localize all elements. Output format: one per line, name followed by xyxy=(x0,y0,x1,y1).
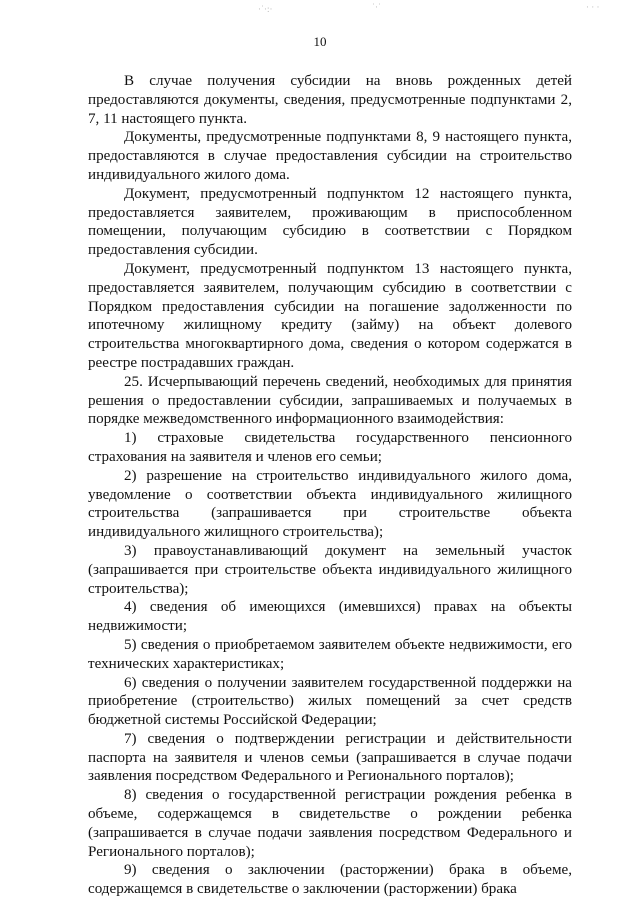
list-item: 7) сведения о подтверждении регистрации и действительности паспорта на заявителя и членов семьи (запрашивается в случае подачи заявления посредством Федерального и Регионального порталов); xyxy=(88,730,572,785)
list-item: 6) сведения о получении заявителем государственной поддержки на приобретение (строительство) жилых помещений за счет средств бюджетной системы Российской Федерации; xyxy=(88,674,572,729)
list-item: 1) страховые свидетельства государственного пенсионного страхования на заявителя и членов его семьи; xyxy=(88,430,572,465)
page-number: 10 xyxy=(313,34,327,49)
scan-artifact: ·˙·:· xyxy=(258,4,273,14)
scan-artifact: ˙·˙ xyxy=(372,2,381,12)
list-item: 9) сведения о заключении (расторжении) брака в объеме, содержащемся в свидетельстве о заключении (расторжении) брака xyxy=(88,862,572,898)
list-item: 8) сведения о государственной регистрации рождения ребенка в объеме, содержащемся в свидетельстве о рождении ребенка (запрашивается в случае подачи заявления посредством Федерального и Регионального порталов); xyxy=(88,787,572,860)
list-item: 4) сведения об имеющихся (имевшихся) правах на объекты недвижимости; xyxy=(88,599,572,635)
paragraph: Документ, предусмотренный подпунктом 12 настоящего пункта, предоставляется заявителем, проживающим в приспособленном помещении, получающим субсидию в соответствии с Порядком предоставления субсидии. xyxy=(88,185,572,259)
document-body xyxy=(88,72,572,899)
paragraph: 25. Исчерпывающий перечень сведений, необходимых для принятия решения о предоставлении субсидии, запрашиваемых и получаемых в порядке межведомственного информационного взаимодействия: xyxy=(88,373,572,428)
paragraph: Документы, предусмотренные подпунктами 8, 9 настоящего пункта, предоставляются в случае предоставления субсидии на строительство индивидуального жилого дома. xyxy=(88,129,572,183)
paragraph: Документ, предусмотренный подпунктом 13 настоящего пункта, предоставляется заявителем, получающим субсидию в соответствии с Порядком предоставления субсидии на погашение задолженности по ипотечному жилищному кредиту (займу) на объект долевого строительства многоквартирного дома, сведения о котором содержатся в реестре пострадавших граждан. xyxy=(88,260,572,371)
list-item: 5) сведения о приобретаемом заявителем объекте недвижимости, его технических характеристиках; xyxy=(88,636,572,672)
list-item: 2) разрешение на строительство индивидуального жилого дома, уведомление о соответствии объекта индивидуального жилищного строительства (запрашивается при строительстве объекта индивидуального жилищного строительства); xyxy=(88,467,572,541)
paragraph: В случае получения субсидии на вновь рожденных детей предоставляются документы, сведения, предусмотренные подпунктами 2, 7, 11 настоящего пункта. xyxy=(88,73,572,127)
list-item: 3) правоустанавливающий документ на земельный участок (запрашивается при строительстве объекта индивидуального жилищного строительства); xyxy=(88,542,572,597)
scan-artifact: · · · xyxy=(586,2,600,12)
